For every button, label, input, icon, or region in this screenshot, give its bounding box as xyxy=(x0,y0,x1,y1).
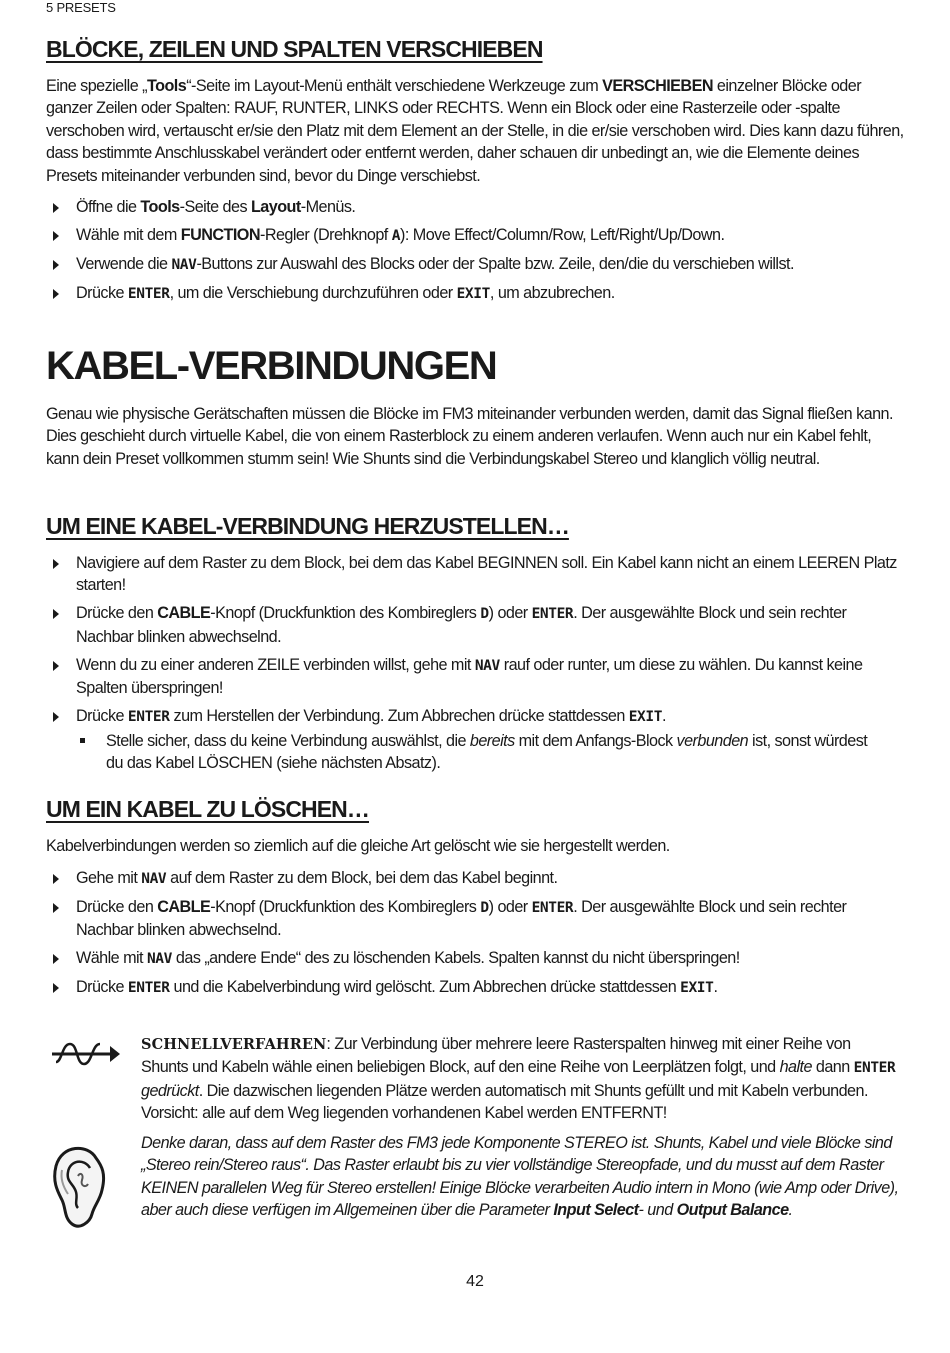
keyword: ENTER xyxy=(127,286,170,302)
tip-paragraph xyxy=(141,1033,901,1125)
text: Gehe mit xyxy=(76,869,142,887)
text: dann xyxy=(811,1058,854,1077)
text: Öffne die xyxy=(76,198,141,216)
keyword: NAV xyxy=(141,871,167,887)
text-italic: verbunden xyxy=(676,732,749,750)
keyword: ENTER xyxy=(531,606,574,623)
move-intro-paragraph xyxy=(46,75,906,187)
text-bold: Output Balance xyxy=(676,1201,789,1220)
bullet-arrow-icon xyxy=(53,661,59,671)
running-head: 5 PRESETS xyxy=(46,0,116,15)
section-heading-delete-cable: UM EIN KABEL ZU LÖSCHEN… xyxy=(46,796,369,822)
stereo-note-paragraph xyxy=(141,1132,901,1222)
bullet-arrow-icon xyxy=(53,712,59,722)
bullet-arrow-icon xyxy=(53,260,59,270)
text-bold: CABLE xyxy=(157,898,211,916)
bullet-arrow-icon xyxy=(53,231,59,241)
text: . xyxy=(713,978,718,997)
keyword: ENTER xyxy=(127,980,170,997)
keyword: A xyxy=(391,228,401,244)
delete-cable-intro: Kabelverbindungen werden so ziemlich auf die gleiche Art gelöscht wie sie hergestellt werden. xyxy=(46,837,670,855)
text: -Knopf (Druckfunktion des Kombireglers xyxy=(210,604,481,623)
ear-icon xyxy=(48,1140,110,1230)
list-item xyxy=(46,552,906,597)
text: : Zur Verbindung über mehrere leere Rasterspalten hinweg mit einer Reihe von Shunts und Kabeln wähle einen beliebigen Block, auf den eine Reihe von Leerplätzen folgt, und xyxy=(141,1035,851,1077)
text: ist, sonst würdest du das Kabel LÖSCHEN (siehe nächsten Absatz). xyxy=(106,732,868,773)
text: auf dem Raster zu dem Block, bei dem das Kabel beginnt. xyxy=(166,869,558,887)
text: Wähle mit dem xyxy=(76,226,181,244)
bullet-arrow-icon xyxy=(53,289,59,299)
keyword: ENTER xyxy=(127,709,170,726)
list-item xyxy=(46,867,906,890)
list-item xyxy=(46,253,906,276)
list-item xyxy=(46,705,906,728)
text: Drücke xyxy=(76,284,128,302)
text: und die Kabelverbindung wird gelöscht. Zum Abbrechen drücke stattdessen xyxy=(169,978,681,997)
keyword: NAV xyxy=(474,657,500,674)
keyword: ENTER xyxy=(853,1060,896,1077)
text: mit dem Anfangs-Block xyxy=(514,732,677,750)
text: Drücke xyxy=(76,707,128,726)
text: -Buttons zur Auswahl des Blocks oder der Spalte bzw. Zeile, den/die du verschieben willst. xyxy=(196,255,794,273)
keyword: NAV xyxy=(146,951,172,968)
text-bold: VERSCHIEBEN xyxy=(602,77,713,95)
text: . Die dazwischen liegenden Plätze werden automatisch mit Shunts gefüllt und mit Kabeln verbunden. Vorsicht: alle auf dem Weg liegenden vorhandenen Kabel werden ENTFERNT! xyxy=(141,1081,868,1123)
text-italic: halte xyxy=(779,1058,812,1077)
tip-title: SCHNELLVERFAHREN xyxy=(141,1036,327,1053)
bullet-arrow-icon xyxy=(53,983,59,993)
list-item xyxy=(46,976,906,999)
text: . Der ausgewählte Block und sein rechter Nachbar blinken abwechselnd. xyxy=(76,898,847,940)
text-bold: Tools xyxy=(146,77,187,95)
list-item xyxy=(76,730,876,775)
text: - und xyxy=(638,1201,677,1220)
square-bullet-icon xyxy=(80,738,85,743)
list-item xyxy=(46,602,906,648)
list-item xyxy=(46,896,906,942)
text-bold: Input Select xyxy=(553,1201,639,1220)
text: Navigiere auf dem Raster zu dem Block, bei dem das Kabel BEGINNEN soll. Ein Kabel kann nicht an einem LEEREN Platz starten! xyxy=(76,554,897,595)
cables-intro-paragraph: Genau wie physische Gerätschaften müssen die Blöcke im FM3 miteinander verbunden werden, damit das Signal fließen kann. Dies geschieht durch virtuelle Kabel, die von einem Rasterblock zu einem anderen verlaufen. Wenn auch nur ein Kabel fehlt, kann dein Preset vollkommen stumm sein! Wie Shunts sind die Verbindungskabel Stereo und klanglich völlig neutral. xyxy=(46,405,893,468)
text: Drücke den xyxy=(76,604,158,623)
keyword: D xyxy=(480,606,489,623)
text-italic: bereits xyxy=(469,732,515,750)
text: ) oder xyxy=(488,898,532,916)
list-item xyxy=(46,282,906,305)
text: . xyxy=(788,1201,793,1220)
list-item xyxy=(46,947,906,970)
text: -Seite des xyxy=(179,198,251,216)
section-heading-move: BLÖCKE, ZEILEN UND SPALTEN VERSCHIEBEN xyxy=(46,36,543,62)
text: ): Move Effect/Column/Row, Left/Right/Up/Down. xyxy=(400,226,725,244)
text: -Knopf (Druckfunktion des Kombireglers xyxy=(210,898,481,916)
text: . Der ausgewählte Block und sein rechter Nachbar blinken abwechselnd. xyxy=(76,604,847,646)
text: einzelner Blöcke oder ganzer Zeilen oder Spalten: RAUF, RUNTER, LINKS oder RECHTS. Wenn ein Block oder eine Rasterzeile oder -spalte verschoben wird, vertauscht er/sie den Platz mit dem Element an der Stelle, in die er/sie verschoben wird. Dies kann dazu führen, dass bestimmte Anschlusskabel verändert oder entfernt werden, daher schauen dir unbedingt an, wie die Elemente deines Presets miteinander verbunden sind, bevor du Dinge verschiebst. xyxy=(46,77,904,185)
move-steps-list xyxy=(46,196,906,311)
create-cable-sub-list xyxy=(76,730,876,775)
keyword: EXIT xyxy=(456,286,490,302)
text: Eine spezielle „ xyxy=(46,77,147,95)
text: Verwende die xyxy=(76,255,172,273)
create-cable-steps-list xyxy=(46,552,906,734)
keyword: NAV xyxy=(171,257,197,273)
text: ) oder xyxy=(488,604,532,623)
keyword: EXIT xyxy=(628,709,663,726)
text-bold: FUNCTION xyxy=(180,226,260,244)
bullet-arrow-icon xyxy=(53,609,59,619)
text: zum Herstellen der Verbindung. Zum Abbrechen drücke stattdessen xyxy=(169,707,629,726)
keyword: ENTER xyxy=(531,900,574,916)
text: . xyxy=(662,707,666,726)
text-bold: Layout xyxy=(250,198,301,216)
text: Drücke den xyxy=(76,898,158,916)
text: -Regler (Drehknopf xyxy=(259,226,392,244)
bullet-arrow-icon xyxy=(53,874,59,884)
text: -Menüs. xyxy=(300,198,356,216)
keyword: D xyxy=(480,900,489,916)
list-item xyxy=(46,224,906,247)
text: Denke daran, dass auf dem Raster des FM3 jede Komponente STEREO ist. Shunts, Kabel und viele Blöcke sind „Stereo rein/Stereo raus“. Das Raster erlaubt bis zu vier vollständige Stereopfade, und du musst auf dem Raster KEINEN parallelen Weg für Stereo erstellen! Einige Blöcke verarbeiten Audio intern in Mono (wie Amp oder Drive), aber auch diese verfügen im Allgemeinen über die Parameter xyxy=(141,1134,899,1220)
bullet-arrow-icon xyxy=(53,559,59,569)
text: , um abzubrechen. xyxy=(489,284,615,302)
bullet-arrow-icon xyxy=(53,903,59,913)
page-number: 42 xyxy=(466,1273,484,1290)
text-italic: gedrückt xyxy=(141,1081,199,1100)
text: “-Seite im Layout-Menü enthält verschiedene Werkzeuge zum xyxy=(186,77,603,95)
text: Wenn du zu einer anderen ZEILE verbinden willst, gehe mit xyxy=(76,655,475,674)
list-item xyxy=(46,654,906,700)
keyword: EXIT xyxy=(680,980,714,997)
text-bold: Tools xyxy=(140,198,180,216)
bullet-arrow-icon xyxy=(53,203,59,213)
text: Drücke xyxy=(76,978,128,997)
text: Stelle sicher, dass du keine Verbindung auswählst, die xyxy=(106,732,470,750)
list-item xyxy=(46,196,906,218)
text: , um die Verschiebung durchzuführen oder xyxy=(169,284,457,302)
text: das „andere Ende“ des zu löschenden Kabels. Spalten kannst du nicht überspringen! xyxy=(171,949,740,968)
section-heading-create-cable: UM EINE KABEL-VERBINDUNG HERZUSTELLEN… xyxy=(46,513,569,539)
delete-cable-steps-list xyxy=(46,867,906,1005)
section-heading-cables: KABEL-VERBINDUNGEN xyxy=(46,344,497,388)
text: Wähle mit xyxy=(76,949,147,968)
text-bold: CABLE xyxy=(157,604,211,623)
bullet-arrow-icon xyxy=(53,954,59,964)
text: rauf oder runter, um diese zu wählen. Du kannst keine Spalten überspringen! xyxy=(76,655,863,698)
wave-arrow-icon xyxy=(50,1036,122,1072)
